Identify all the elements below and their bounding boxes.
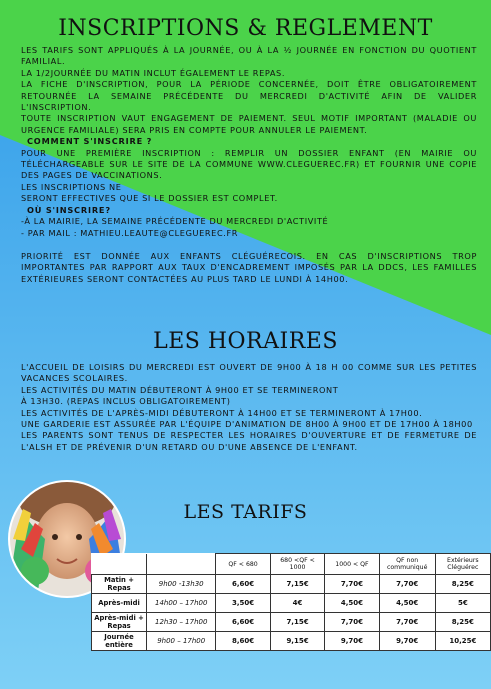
inscriptions-line: TOUTE INSCRIPTION VAUT ENGAGEMENT DE PAIEMENT. SEUL MOTIF IMPORTANT (MALADIE OU URGENCE FAMILIALE) SERA PRIS EN COMPTE POUR ANNULER LE PAIEMENT. xyxy=(21,113,477,135)
price-cell: 4,50€ xyxy=(325,594,379,613)
header-cell: 1000 < QF xyxy=(325,554,379,575)
tarifs-title: LES TARIFS xyxy=(183,501,308,523)
price-cell: 7,70€ xyxy=(379,613,435,632)
comment-line: SERONT EFFECTIVES QUE SI LE DOSSIER EST COMPLET. xyxy=(21,193,278,204)
inscriptions-line: LA 1/2JOURNÉE DU MATIN INCLUT ÉGALEMENT LE REPAS. xyxy=(21,67,286,78)
horaires-line: LES ACTIVITÉS DU MATIN DÉBUTERONT À 9H00 ET SE TERMINERONT xyxy=(21,384,339,395)
header-cell: Extérieurs Cléguérec xyxy=(435,554,490,575)
price-cell: 4€ xyxy=(270,594,324,613)
row-label: Après-midi xyxy=(92,594,147,613)
price-cell: 4,50€ xyxy=(379,594,435,613)
row-hours: 12h30 – 17h00 xyxy=(147,613,216,632)
price-cell: 9,70€ xyxy=(379,632,435,651)
price-cell: 9,15€ xyxy=(270,632,324,651)
priority-text: PRIORITÉ EST DONNÉE AUX ENFANTS CLÉGUÉRECOIS. EN CAS D'INSCRIPTIONS TROP IMPORTANTES PAR RAPPORT AUX TAUX D'ENCADREMENT IMPOSÉS PAR LA DDCS, LES FAMILLES EXTÉRIEURES SERONT CONTACTÉES AU PLUS TARD LE LUNDI À 14H00. xyxy=(21,250,477,284)
price-cell: 3,50€ xyxy=(216,594,270,613)
price-cell: 8,25€ xyxy=(435,575,490,594)
price-cell: 7,70€ xyxy=(325,575,379,594)
price-cell: 6,60€ xyxy=(216,613,270,632)
price-cell: 7,70€ xyxy=(325,613,379,632)
table-row xyxy=(92,594,491,613)
comment-line: POUR UNE PREMIÈRE INSCRIPTION : REMPLIR UN DOSSIER ENFANT (EN MAIRIE OU TÉLÉCHARGEABLE SUR LE SITE DE LA COMMUNE WWW.CLEGUEREC.FR) ET FOURNIR UNE COPIE DES PAGES DE VACCINATIONS. xyxy=(21,147,477,181)
horaires-line: À 13H30. (REPAS INCLUS OBLIGATOIREMENT) xyxy=(21,396,231,407)
price-cell: 5€ xyxy=(435,594,490,613)
empty-header-cell xyxy=(147,554,216,575)
ou-heading: OÙ S'INSCRIRE? xyxy=(27,204,111,215)
horaires-line: UNE GARDERIE EST ASSURÉE PAR L'ÉQUIPE D'ANIMATION DE 8H00 À 9H00 ET DE 17H00 À 18H00 xyxy=(21,419,473,430)
table-row xyxy=(92,613,491,632)
header-cell: QF < 680 xyxy=(216,554,270,575)
tarifs-table xyxy=(91,553,491,651)
price-cell: 9,70€ xyxy=(325,632,379,651)
price-cell: 6,60€ xyxy=(216,575,270,594)
price-cell: 7,15€ xyxy=(270,613,324,632)
row-label: Matin + Repas xyxy=(92,575,147,594)
ou-line: - PAR MAIL : MATHIEU.LEAUTE@CLEGUEREC.FR xyxy=(21,227,239,238)
inscriptions-title: INSCRIPTIONS & REGLEMENT xyxy=(58,16,433,41)
empty-header-cell xyxy=(92,554,147,575)
row-hours: 9h00 -13h30 xyxy=(147,575,216,594)
price-cell: 10,25€ xyxy=(435,632,490,651)
price-cell: 8,60€ xyxy=(216,632,270,651)
inscriptions-section xyxy=(21,45,477,285)
inscriptions-line: LA FICHE D'INSCRIPTION, POUR LA PÉRIODE CONCERNÉE, DOIT ÊTRE OBLIGATOIREMENT RETOURNÉE LA SEMAINE PRÉCÉDENTE DU MERCREDI D'ACTIVITÉ AFIN DE VALIDER L'INSCRIPTION. xyxy=(21,79,477,113)
comment-heading: COMMENT S'INSCRIRE ? xyxy=(27,136,153,147)
table-row xyxy=(92,575,491,594)
header-cell: 680 <QF < 1000 xyxy=(270,554,324,575)
horaires-line: LES PARENTS SONT TENUS DE RESPECTER LES HORAIRES D'OUVERTURE ET DE FERMETURE DE L'ALSH ET DE PRÉVENIR D'UN RETARD OU D'UNE ABSENCE DE L'ENFANT. xyxy=(21,430,477,452)
price-cell: 8,25€ xyxy=(435,613,490,632)
comment-line: LES INSCRIPTIONS NE xyxy=(21,181,122,192)
row-hours: 9h00 – 17h00 xyxy=(147,632,216,651)
row-label: Après-midi + Repas xyxy=(92,613,147,632)
horaires-line: L'ACCUEIL DE LOISIRS DU MERCREDI EST OUVERT DE 9H00 À 18 H 00 COMME SUR LES PETITES VACANCES SCOLAIRES. xyxy=(21,362,477,384)
table-row xyxy=(92,632,491,651)
price-cell: 7,15€ xyxy=(270,575,324,594)
header-cell: QF non communiqué xyxy=(379,554,435,575)
tarifs-header-row xyxy=(92,554,491,575)
row-hours: 14h00 – 17h00 xyxy=(147,594,216,613)
ou-line: -À LA MAIRIE, LA SEMAINE PRÉCÉDENTE DU MERCREDI D'ACTIVITÉ xyxy=(21,216,329,227)
inscriptions-line: LES TARIFS SONT APPLIQUÉS À LA JOURNÉE, OU À LA ½ JOURNÉE EN FONCTION DU QUOTIENT FAMILIAL. xyxy=(21,45,477,67)
price-cell: 7,70€ xyxy=(379,575,435,594)
row-label: Journée entière xyxy=(92,632,147,651)
horaires-line: LES ACTIVITÉS DE L'APRÈS-MIDI DÉBUTERONT À 14H00 ET SE TERMINERONT À 17H00. xyxy=(21,407,423,418)
horaires-section xyxy=(21,362,477,453)
horaires-title: LES HORAIRES xyxy=(153,329,338,354)
